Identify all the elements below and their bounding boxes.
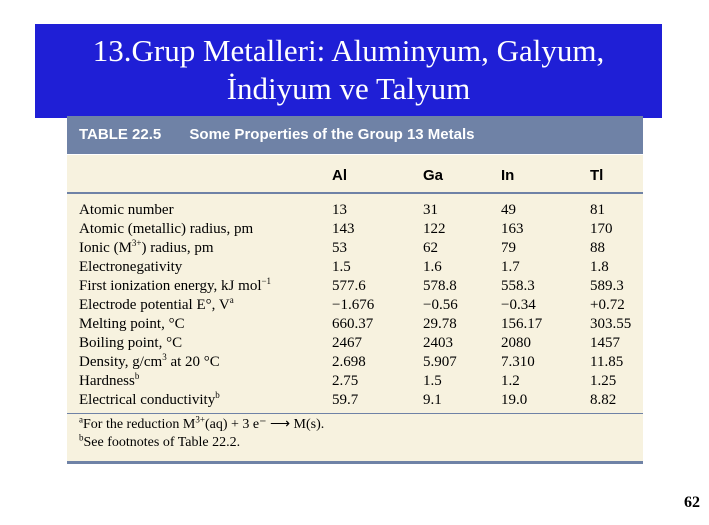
row-label-superscript: −1 [261,276,272,286]
row-label-text-end: ) radius, pm [141,240,214,256]
cell-in: −0.34 [501,297,536,313]
table-number: TABLE 22.5 [79,126,162,143]
cell-al: 660.37 [332,316,374,332]
cell-ga: 122 [423,221,446,237]
cell-tl: 1.25 [590,373,617,389]
footnote-divider [67,413,643,414]
cell-ga: 62 [423,240,438,256]
footnote-a-text: For the reduction M [83,417,196,432]
cell-tl: +0.72 [590,297,625,313]
cell-in: 163 [501,221,524,237]
table-row [67,277,643,296]
row-label-text: Electrical conductivity [79,392,216,408]
row-label-superscript: b [215,390,220,400]
cell-ga: 1.6 [423,259,442,275]
row-label [79,277,271,296]
cell-al: 2.698 [332,354,366,370]
cell-al: 577.6 [332,278,366,294]
cell-tl: 88 [590,240,605,256]
footnote-a [67,416,643,434]
cell-in: 79 [501,240,516,256]
cell-in: 1.7 [501,259,520,275]
header-divider [67,192,643,194]
row-label-superscript: b [134,371,140,381]
table-row [67,201,643,220]
cell-tl: 1.8 [590,259,609,275]
table-row [67,220,643,239]
cell-tl: 170 [590,221,613,237]
page-number: 62 [684,494,700,511]
cell-ga: 31 [423,202,438,218]
row-label-text: First ionization energy, kJ mol [79,278,262,294]
row-label [79,353,220,372]
cell-al: 143 [332,221,355,237]
column-header-al: Al [332,167,347,184]
properties-table [67,116,643,464]
row-label-superscript: 3 [162,352,167,362]
cell-tl: 1457 [590,335,620,351]
table-row [67,391,643,410]
row-label-text: Ionic (M [79,240,132,256]
column-header-tl: Tl [590,167,604,184]
row-label [79,296,234,315]
table-row [67,296,643,315]
cell-tl: 11.85 [590,354,624,370]
table-row [67,239,643,258]
cell-al: 59.7 [332,392,359,408]
row-label-text: Hardness [79,373,135,389]
slide-title-line-1: 13.Grup Metalleri: Aluminyum, Galyum, [92,33,605,68]
cell-in: 49 [501,202,516,218]
cell-in: 558.3 [501,278,535,294]
table-caption: Some Properties of the Group 13 Metals [189,126,475,143]
row-label-superscript: a [229,295,234,305]
slide-title [35,24,662,118]
footnote-b-text: See footnotes of Table 22.2. [83,435,241,450]
footnote-a-superscript: 3+ [195,414,205,425]
row-label: Atomic number [79,202,174,218]
table-row [67,315,643,334]
cell-tl: 8.82 [590,392,617,408]
row-label: Melting point, °C [79,316,185,332]
row-label-superscript: 3+ [131,238,142,248]
cell-in: 2080 [501,335,531,351]
table-body [67,201,643,410]
cell-ga: 2403 [423,335,453,351]
cell-al: 1.5 [332,259,351,275]
cell-in: 1.2 [501,373,520,389]
cell-in: 7.310 [501,354,535,370]
cell-tl: 81 [590,202,605,218]
column-header-in: In [501,167,515,184]
row-label-text: Electrode potential E°, V [79,297,230,313]
footnote-b [67,434,643,452]
column-header-ga: Ga [423,167,444,184]
row-label [79,239,214,258]
footnote-b-mark: b [79,432,84,443]
table-row [67,353,643,372]
cell-ga: 1.5 [423,373,442,389]
cell-al: 2.75 [332,373,359,389]
row-label [79,372,139,391]
row-label: Atomic (metallic) radius, pm [79,221,254,237]
cell-in: 19.0 [501,392,528,408]
cell-tl: 303.55 [590,316,632,332]
table-bottom-rule [67,461,643,464]
table-row [67,372,643,391]
cell-ga: 9.1 [423,392,442,408]
row-label: Electronegativity [79,259,183,275]
footnote-a-text-end: (aq) + 3 e⁻ ⟶ M(s). [204,417,325,432]
cell-tl: 589.3 [590,278,624,294]
cell-ga: 5.907 [423,354,457,370]
cell-ga: 578.8 [423,278,457,294]
footnote-a-mark: a [79,414,83,425]
table-caption-bar [67,116,643,154]
cell-al: 2467 [332,335,362,351]
row-label-text-end: at 20 °C [166,354,220,370]
row-label [79,391,220,410]
table-row [67,258,643,277]
column-header-row [67,154,643,193]
cell-al: 53 [332,240,347,256]
cell-ga: −0.56 [423,297,458,313]
cell-ga: 29.78 [423,316,457,332]
row-label-text: Density, g/cm [79,354,163,370]
slide-title-line-2: İndiyum ve Talyum [226,71,471,106]
table-footnotes [67,416,643,452]
cell-al: −1.676 [332,297,375,313]
cell-in: 156.17 [501,316,543,332]
row-label: Boiling point, °C [79,335,183,351]
table-row [67,334,643,353]
cell-al: 13 [332,202,347,218]
